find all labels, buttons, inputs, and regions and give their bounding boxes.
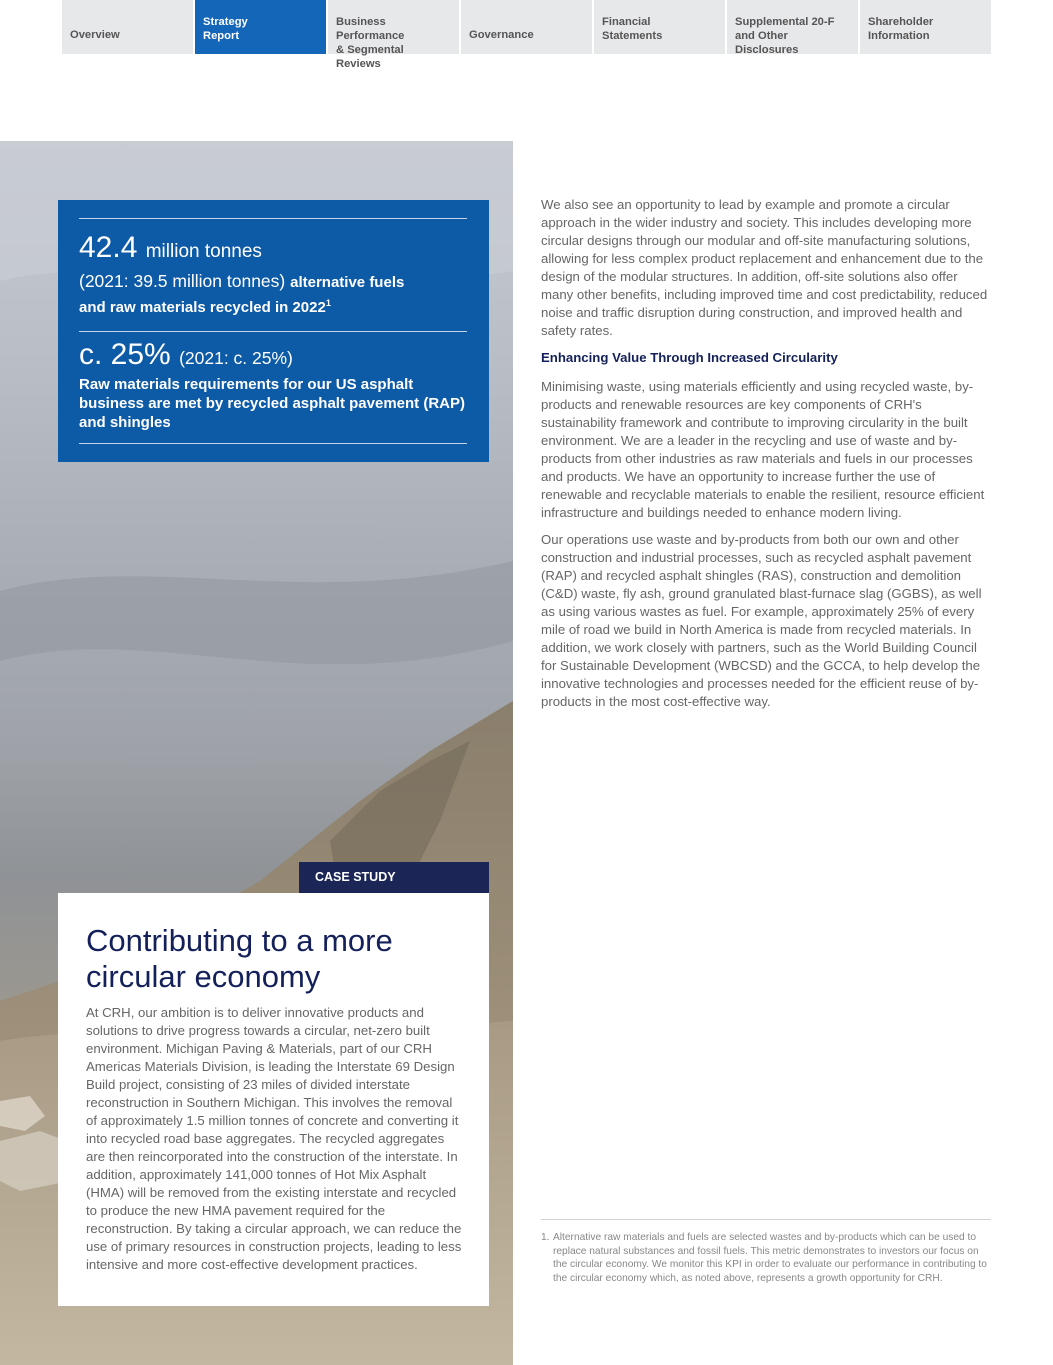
stat-description: and raw materials recycled in 2022 (79, 299, 326, 316)
stat-unit: million tonnes (145, 241, 262, 262)
divider (79, 331, 467, 332)
nav-tab-strategy-report[interactable] (195, 0, 326, 54)
section-nav (62, 0, 991, 70)
stat-prior-year: (2021: c. 25%) (179, 348, 293, 368)
body-paragraph: Minimising waste, using materials efficiently and using recycled waste, by-products and renewable resources are key components of CRH's sustainability framework and contribute to improving circularity in the built environment. We are a leader in the recycling and use of waste and by-products from other industries as raw materials and fuels in our processes and products. We have an opportunity to increase further the use of renewable and recyclable materials to enable the resilient, resource efficient infrastructure and buildings needed to enhance modern living. (541, 379, 985, 520)
stat-description: alternative fuels (290, 274, 405, 291)
stat-recycled-asphalt (79, 338, 471, 432)
divider (79, 218, 467, 219)
body-paragraph: Our operations use waste and by-products from both our own and other construction and industrial processes, such as recycled asphalt pavement (RAP) and recycled asphalt shingles (RAS), construction and demolition (C&D) waste, fly ash, ground granulated blast-furnace slag (GGBS), as well as using various wastes as fuel. For example, approximately 25% of every mile of road we build in North America is made from recycled materials. In addition, we work closely with partners, such as the World Building Council for Sustainable Development (WBCSD) and the GCCA, to help develop the innovative technologies and processes needed for the efficient reuse of by-products in the most cost-effective way. (541, 532, 982, 709)
stat-prior-line (79, 270, 469, 294)
nav-tab-label: Business Performance (336, 16, 405, 42)
body-text-column (541, 196, 989, 720)
nav-tab-label: and Other Disclosures (735, 30, 799, 56)
case-study-panel (58, 893, 489, 1306)
case-study-text: At CRH, our ambition is to deliver innovative products and solutions to drive progress towards a circular, net-zero built environment. Michigan Paving & Materials, part of our CRH Americas Materials Division, is leading the Interstate 69 Design Build project, consisting of 23 miles of divided interstate reconstruction in Southern Michigan. This involves the removal of approximately 1.5 million tonnes of concrete and converting it into recycled road base aggregates. The recycled aggregates are then reincorporated into the construction of the interstate. In addition, approximately 141,000 tonnes of Hot Mix Asphalt (HMA) will be removed from the existing interstate and recycled to produce the new HMA pavement required for the reconstruction. By taking a circular approach, we can reduce the use of primary resources in construction projects, leading to less intensive and more cost-effective development practices. (86, 1005, 462, 1272)
stat-value-line (79, 338, 471, 375)
nav-tab-label: Shareholder (868, 16, 934, 28)
nav-tab-overview[interactable] (62, 0, 193, 54)
stat-value: 42.4 (79, 231, 138, 264)
stat-value: c. 25% (79, 338, 171, 371)
stat-prior-year: (2021: 39.5 million tonnes) (79, 271, 286, 291)
footnote-divider (541, 1219, 991, 1220)
nav-tab-label: Report (203, 30, 240, 42)
nav-tab-governance[interactable] (461, 0, 592, 54)
body-paragraph: We also see an opportunity to lead by example and promote a circular approach in the wider industry and society. This includes developing more circular designs through our modular and off-site manufacturing solutions, allowing for less complex product replacement and enhancement due to the design of the modular structures. In addition, off-site solutions also offer many other benefits, including improved time and cost predictability, reduced noise and traffic disruption during construction, and improved health and safety rates. (541, 197, 988, 338)
nav-tab-label: Financial (602, 16, 651, 28)
footnote-number: 1. (541, 1232, 550, 1243)
nav-tab-label: Supplemental 20-F (735, 16, 835, 28)
nav-tab-financial-statements[interactable] (594, 0, 725, 54)
divider (79, 443, 467, 444)
nav-tab-label: Governance (469, 29, 534, 41)
nav-tab-business-performance[interactable] (328, 0, 459, 70)
key-stats-panel (58, 200, 489, 462)
nav-tab-label: Overview (70, 29, 120, 41)
footnote (541, 1231, 991, 1285)
stat-value-line (79, 230, 469, 270)
stat-alternative-fuels (79, 230, 469, 317)
nav-tab-label: & Segmental Reviews (336, 44, 404, 70)
section-heading: Enhancing Value Through Increased Circularity (541, 350, 838, 365)
case-study-label: CASE STUDY (299, 862, 489, 893)
nav-tab-supplemental-20f[interactable] (727, 0, 858, 54)
stat-description-line (79, 294, 469, 317)
nav-tab-label: Information (868, 30, 930, 42)
footnote-text: Alternative raw materials and fuels are selected wastes and by-products which can be used to replace natural substances and fossil fuels. This metric demonstrates to investors our focus on the circular economy. We monitor this KPI in order to evaluate our performance in contributing to the circular economy which, as noted above, represents a growth opportunity for CRH. (553, 1232, 987, 1284)
stat-description: Raw materials requirements for our US asphalt business are met by recycled asphalt pavement (RAP) and shingles (79, 376, 465, 431)
nav-tab-label: Statements (602, 30, 663, 42)
footnote-ref[interactable]: 1 (325, 298, 331, 308)
nav-tab-shareholder-information[interactable] (860, 0, 991, 54)
nav-tab-label: Strategy (203, 16, 248, 28)
case-study-title: Contributing to a more circular economy (86, 923, 393, 994)
